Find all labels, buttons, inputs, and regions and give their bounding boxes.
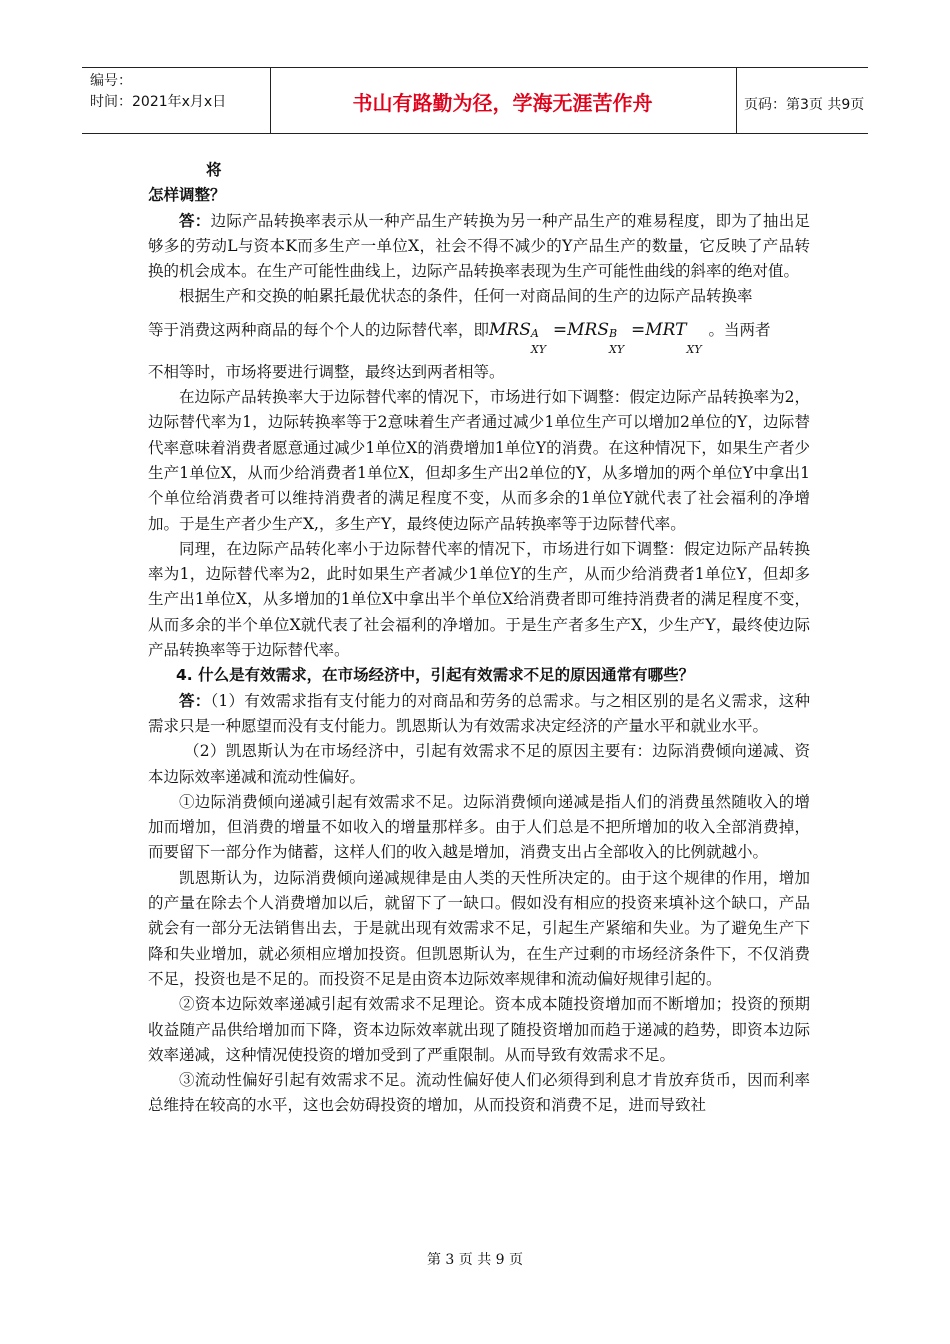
formula-eq-1: = bbox=[552, 319, 568, 340]
formula-sup-b: B bbox=[608, 326, 618, 340]
formula-sub-xy-1: XY bbox=[530, 342, 546, 356]
answer-text-1: 边际产品转换率表示从一种产品生产转换为另一种产品生产的难易程度，即为了抽出足够多的劳动L与资本K而多生产一单位X，社会不得不减少的Y产品生产的数量，它反映了产品转换的机会成本。在生产可能性曲线上，边际产品转换率表现为生产可能性曲线的斜率的绝对值。 bbox=[148, 211, 810, 281]
header-meta bbox=[90, 71, 226, 113]
answer-label: 答： bbox=[179, 211, 211, 230]
q4-answer-paragraph-3: ①边际消费倾向递减引起有效需求不足。边际消费倾向递减是指人们的消费虽然随收入的增加而增加，但消费的增量不如收入的增量那样多。由于人们总是不把所增加的收入全部消费掉，而要留下一部分作为储蓄，这样人们的收入越是增加，消费支出占全部收入的比例就越小。 bbox=[148, 792, 810, 862]
formula-scripts-c bbox=[686, 334, 708, 356]
answer-paragraph-2b bbox=[148, 310, 810, 356]
answer-paragraph-2d: 不相等时，市场将要进行调整，最终达到两者相等。 bbox=[148, 362, 505, 381]
answer-text-2c: 。当两者 bbox=[708, 320, 771, 339]
formula-mrt: MRT bbox=[645, 319, 687, 340]
q4-answer-paragraph-5: ②资本边际效率递减引起有效需求不足理论。资本成本随投资增加而不断增加；投资的预期收益随产品供给增加而下降，资本边际效率就出现了随投资增加而趋于递减的趋势，即资本边际效率递减，这种情况使投资的增加受到了严重限制。从而导致有效需求不足。 bbox=[148, 995, 810, 1064]
formula-mrs-b: MRS bbox=[567, 319, 609, 340]
header-time: 时间：2021年x月x日 bbox=[90, 94, 227, 110]
q4-answer-paragraph-2: （2）凯恩斯认为在市场经济中，引起有效需求不足的原因主要有：边际消费倾向递减、资本边际效率递减和流动性偏好。 bbox=[148, 742, 810, 786]
q4-answer-paragraph-6: ③流动性偏好引起有效需求不足。流动性偏好使人们必须得到利息才肯放弃货币，因而利率总维持在较高的水平，这也会妨碍投资的增加，从而投资和消费不足，进而导致社 bbox=[148, 1071, 810, 1115]
question-4: 4. 什么是有效需求，在市场经济中，引起有效需求不足的原因通常有哪些？ bbox=[176, 666, 695, 685]
header-number: 编号： bbox=[90, 73, 132, 89]
q4-answer-paragraph-1 bbox=[148, 689, 810, 740]
answer-paragraph-2a: 根据生产和交换的帕累托最优状态的条件，任何一对商品间的生产的边际产品转换率 bbox=[179, 287, 753, 306]
answer-paragraph-4: 同理，在边际产品转化率小于边际替代率的情况下，市场进行如下调整：假定边际产品转换率为1，边际替代率为2，此时如果生产者减少1单位Y的生产，从而少给消费者1单位Y，但却多生产出1单位X，从多增加的1单位X中拿出半个单位X给消费者即可维持消费者的满足程度不变，从而多余的半个单位X就代表了社会福利的净增加。于是生产者多生产X，少生产Y，最终使边际产品转换率等于边际替代率。 bbox=[148, 539, 810, 660]
page-header bbox=[82, 67, 868, 133]
document-body bbox=[148, 158, 810, 1119]
question-fragment: 怎样调整？ bbox=[148, 186, 226, 205]
formula-scripts-a bbox=[530, 326, 553, 356]
header-bottom-rule bbox=[82, 133, 868, 134]
q4-answer-text-1: （1）有效需求指有支付能力的对商品和劳务的总需求。与之相区别的是名义需求，这种需求只是一种愿望而没有支付能力。凯恩斯认为有效需求决定经济的产量水平和就业水平。 bbox=[148, 691, 810, 735]
spacer bbox=[148, 350, 810, 360]
formula-sub-xy-2: XY bbox=[608, 342, 625, 356]
answer-text-2b: 等于消费这两种商品的每个个人的边际替代率，即 bbox=[148, 320, 490, 339]
formula-eq-2: = bbox=[630, 319, 646, 340]
formula-scripts-b bbox=[608, 326, 631, 356]
efficiency-formula bbox=[489, 319, 708, 356]
header-page-number: 页码：第3页 共9页 bbox=[744, 97, 865, 113]
fragment-jiang: 将 bbox=[206, 161, 222, 179]
formula-sup-a: A bbox=[530, 326, 539, 340]
q4-answer-label: 答： bbox=[179, 691, 211, 710]
page-footer: 第 3 页 共 9 页 bbox=[426, 1252, 524, 1268]
answer-paragraph-3: 在边际产品转换率大于边际替代率的情况下，市场进行如下调整：假定边际产品转换率为2，边际替代率为1，边际转换率等于2意味着生产者通过减少1单位生产可以增加2单位的Y，边际替代率意味着消费者愿意通过减少1单位X的消费增加1单位Y的消费。在这种情况下，如果生产者少生产1单位X，从而少给消费者1单位X，但却多生产出2单位的Y，从多增加的两个单位Y中拿出1个单位给消费者可以维持消费者的满足程度不变，从而多余的1单位Y就代表了社会福利的净增加。于是生产者少生产X,，多生产Y，最终使边际产品转换率等于边际替代率。 bbox=[148, 388, 810, 533]
formula-mrs-a: MRS bbox=[489, 319, 531, 340]
q4-answer-paragraph-4: 凯恩斯认为，边际消费倾向递减规律是由人类的天性所决定的。由于这个规律的作用，增加的产量在除去个人消费增加以后，就留下了一缺口。假如没有相应的投资来填补这个缺口，产品就会有一部分无法销售出去，于是就出现有效需求不足，引起生产紧缩和失业。为了避免生产下降和失业增加，就必须相应增加投资。但凯恩斯认为，在生产过剩的市场经济条件下，不仅消费不足，投资也是不足的。而投资不足是由资本边际效率规律和流动偏好规律引起的。 bbox=[148, 868, 810, 988]
header-motto: 书山有路勤为径，学海无涯苦作舟 bbox=[352, 91, 653, 115]
formula-sub-xy-3: XY bbox=[686, 342, 702, 356]
answer-paragraph-1 bbox=[148, 209, 810, 285]
